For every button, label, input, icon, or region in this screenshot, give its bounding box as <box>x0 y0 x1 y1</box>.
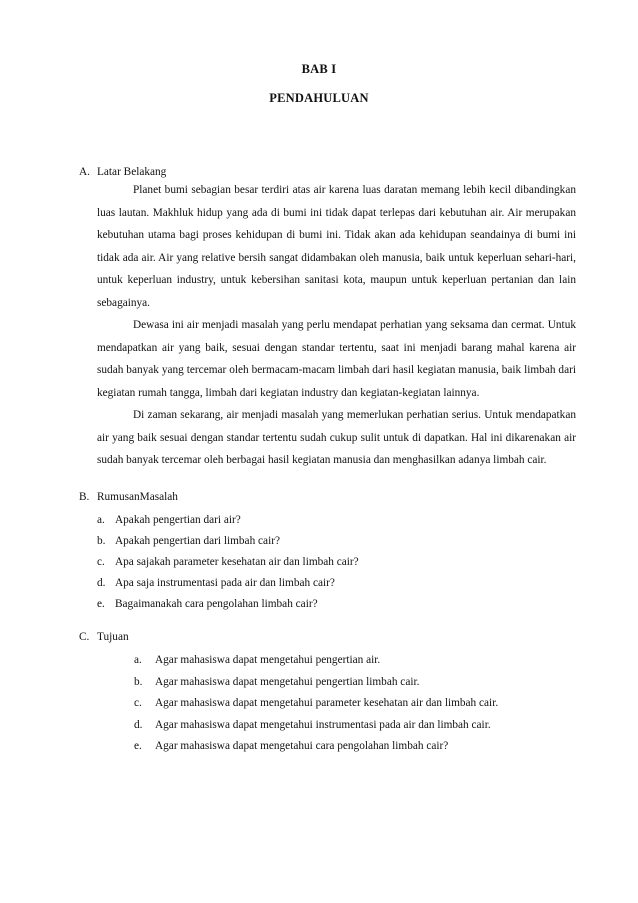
section-b-letter: B. <box>79 491 90 503</box>
list-item <box>97 594 359 615</box>
list-item-text: Bagaimanakah cara pengolahan limbah cair? <box>115 598 318 611</box>
chapter-number: BAB I <box>301 62 337 76</box>
list-item-text: Apakah pengertian dari limbah cair? <box>115 535 280 548</box>
list-marker: e. <box>97 598 105 611</box>
list-item-text: Agar mahasiswa dapat mengetahui instrumentasi pada air dan limbah cair. <box>155 718 491 731</box>
list-item-text: Agar mahasiswa dapat mengetahui pengertian limbah cair. <box>155 675 420 688</box>
section-b-title: RumusanMasalah <box>97 491 178 503</box>
section-a-heading <box>79 165 166 179</box>
list-marker: c. <box>97 556 105 569</box>
list-marker: d. <box>97 577 106 590</box>
list-marker: c. <box>134 697 142 709</box>
list-marker: a. <box>97 514 105 526</box>
list-item <box>134 736 498 758</box>
list-item <box>97 552 359 573</box>
list-marker: d. <box>134 718 143 731</box>
paragraph-3: Di zaman sekarang, air menjadi masalah yang memerlukan perhatian serius. Untuk mendapatkan air yang baik sesuai dengan standar tertentu sudah cukup sulit untuk di dapatkan. Hal ini dikarenakan air sudah banyak tercemar oleh berbagai hasil kegiatan manusia dan menghasilkan adanya limbah cair. <box>97 409 576 467</box>
list-item-text: Apakah pengertian dari air? <box>115 514 241 526</box>
list-item <box>134 650 498 672</box>
list-marker: a. <box>134 654 142 666</box>
list-item <box>134 693 498 715</box>
list-item <box>97 510 359 531</box>
list-marker: b. <box>134 675 143 688</box>
list-item <box>134 672 498 694</box>
section-c-title: Tujuan <box>97 631 129 643</box>
chapter-title: PENDAHULUAN <box>269 91 369 105</box>
goal-list <box>134 650 498 758</box>
section-a-letter: A. <box>79 166 90 178</box>
list-marker: b. <box>97 535 106 548</box>
section-a-title: Latar Belakang <box>97 166 167 178</box>
list-item-text: Agar mahasiswa dapat mengetahui parameter kesehatan air dan limbah cair. <box>155 697 499 709</box>
section-c-letter: C. <box>79 631 90 643</box>
list-marker: e. <box>134 740 142 752</box>
list-item <box>97 531 359 552</box>
list-item-text: Apa saja instrumentasi pada air dan limbah cair? <box>115 577 335 590</box>
list-item-text: Agar mahasiswa dapat mengetahui pengertian air. <box>155 654 381 666</box>
list-item <box>134 715 498 737</box>
list-item-text: Apa sajakah parameter kesehatan air dan limbah cair? <box>115 556 359 569</box>
list-item <box>97 573 359 594</box>
section-b-heading <box>79 490 178 504</box>
section-c-heading <box>79 630 129 644</box>
paragraph-1: Planet bumi sebagian besar terdiri atas air karena luas daratan memang lebih kecil dibandingkan luas lautan. Makhluk hidup yang ada di bumi ini tidak dapat terlepas dari kebutuhan air. Air merupakan kebutuhan utama bagi proses kehidupan di bumi ini. Tidak akan ada kehidupan seandainya di bumi ini tidak ada air. Air yang relative bersih sangat didambakan oleh manusia, baik untuk keperluan sehari-hari, untuk keperluan industry, untuk kebersihan sanitasi kota, maupun untuk keperluan pertanian dan lain sebagainya. <box>97 184 576 309</box>
problem-list <box>97 510 359 615</box>
list-item-text: Agar mahasiswa dapat mengetahui cara pengolahan limbah cair? <box>155 740 449 752</box>
paragraph-2: Dewasa ini air menjadi masalah yang perlu mendapat perhatian yang seksama dan cermat. Untuk mendapatkan air yang baik, sesuai dengan standar tertentu, saat ini menjadi barang mahal karena air sudah banyak yang tercemar oleh bermacam-macam limbah dari hasil kegiatan manusia, baik limbah dari kegiatan rumah tangga, limbah dari kegiatan industry dan kegiatan-kegiatan lainnya. <box>97 319 576 399</box>
